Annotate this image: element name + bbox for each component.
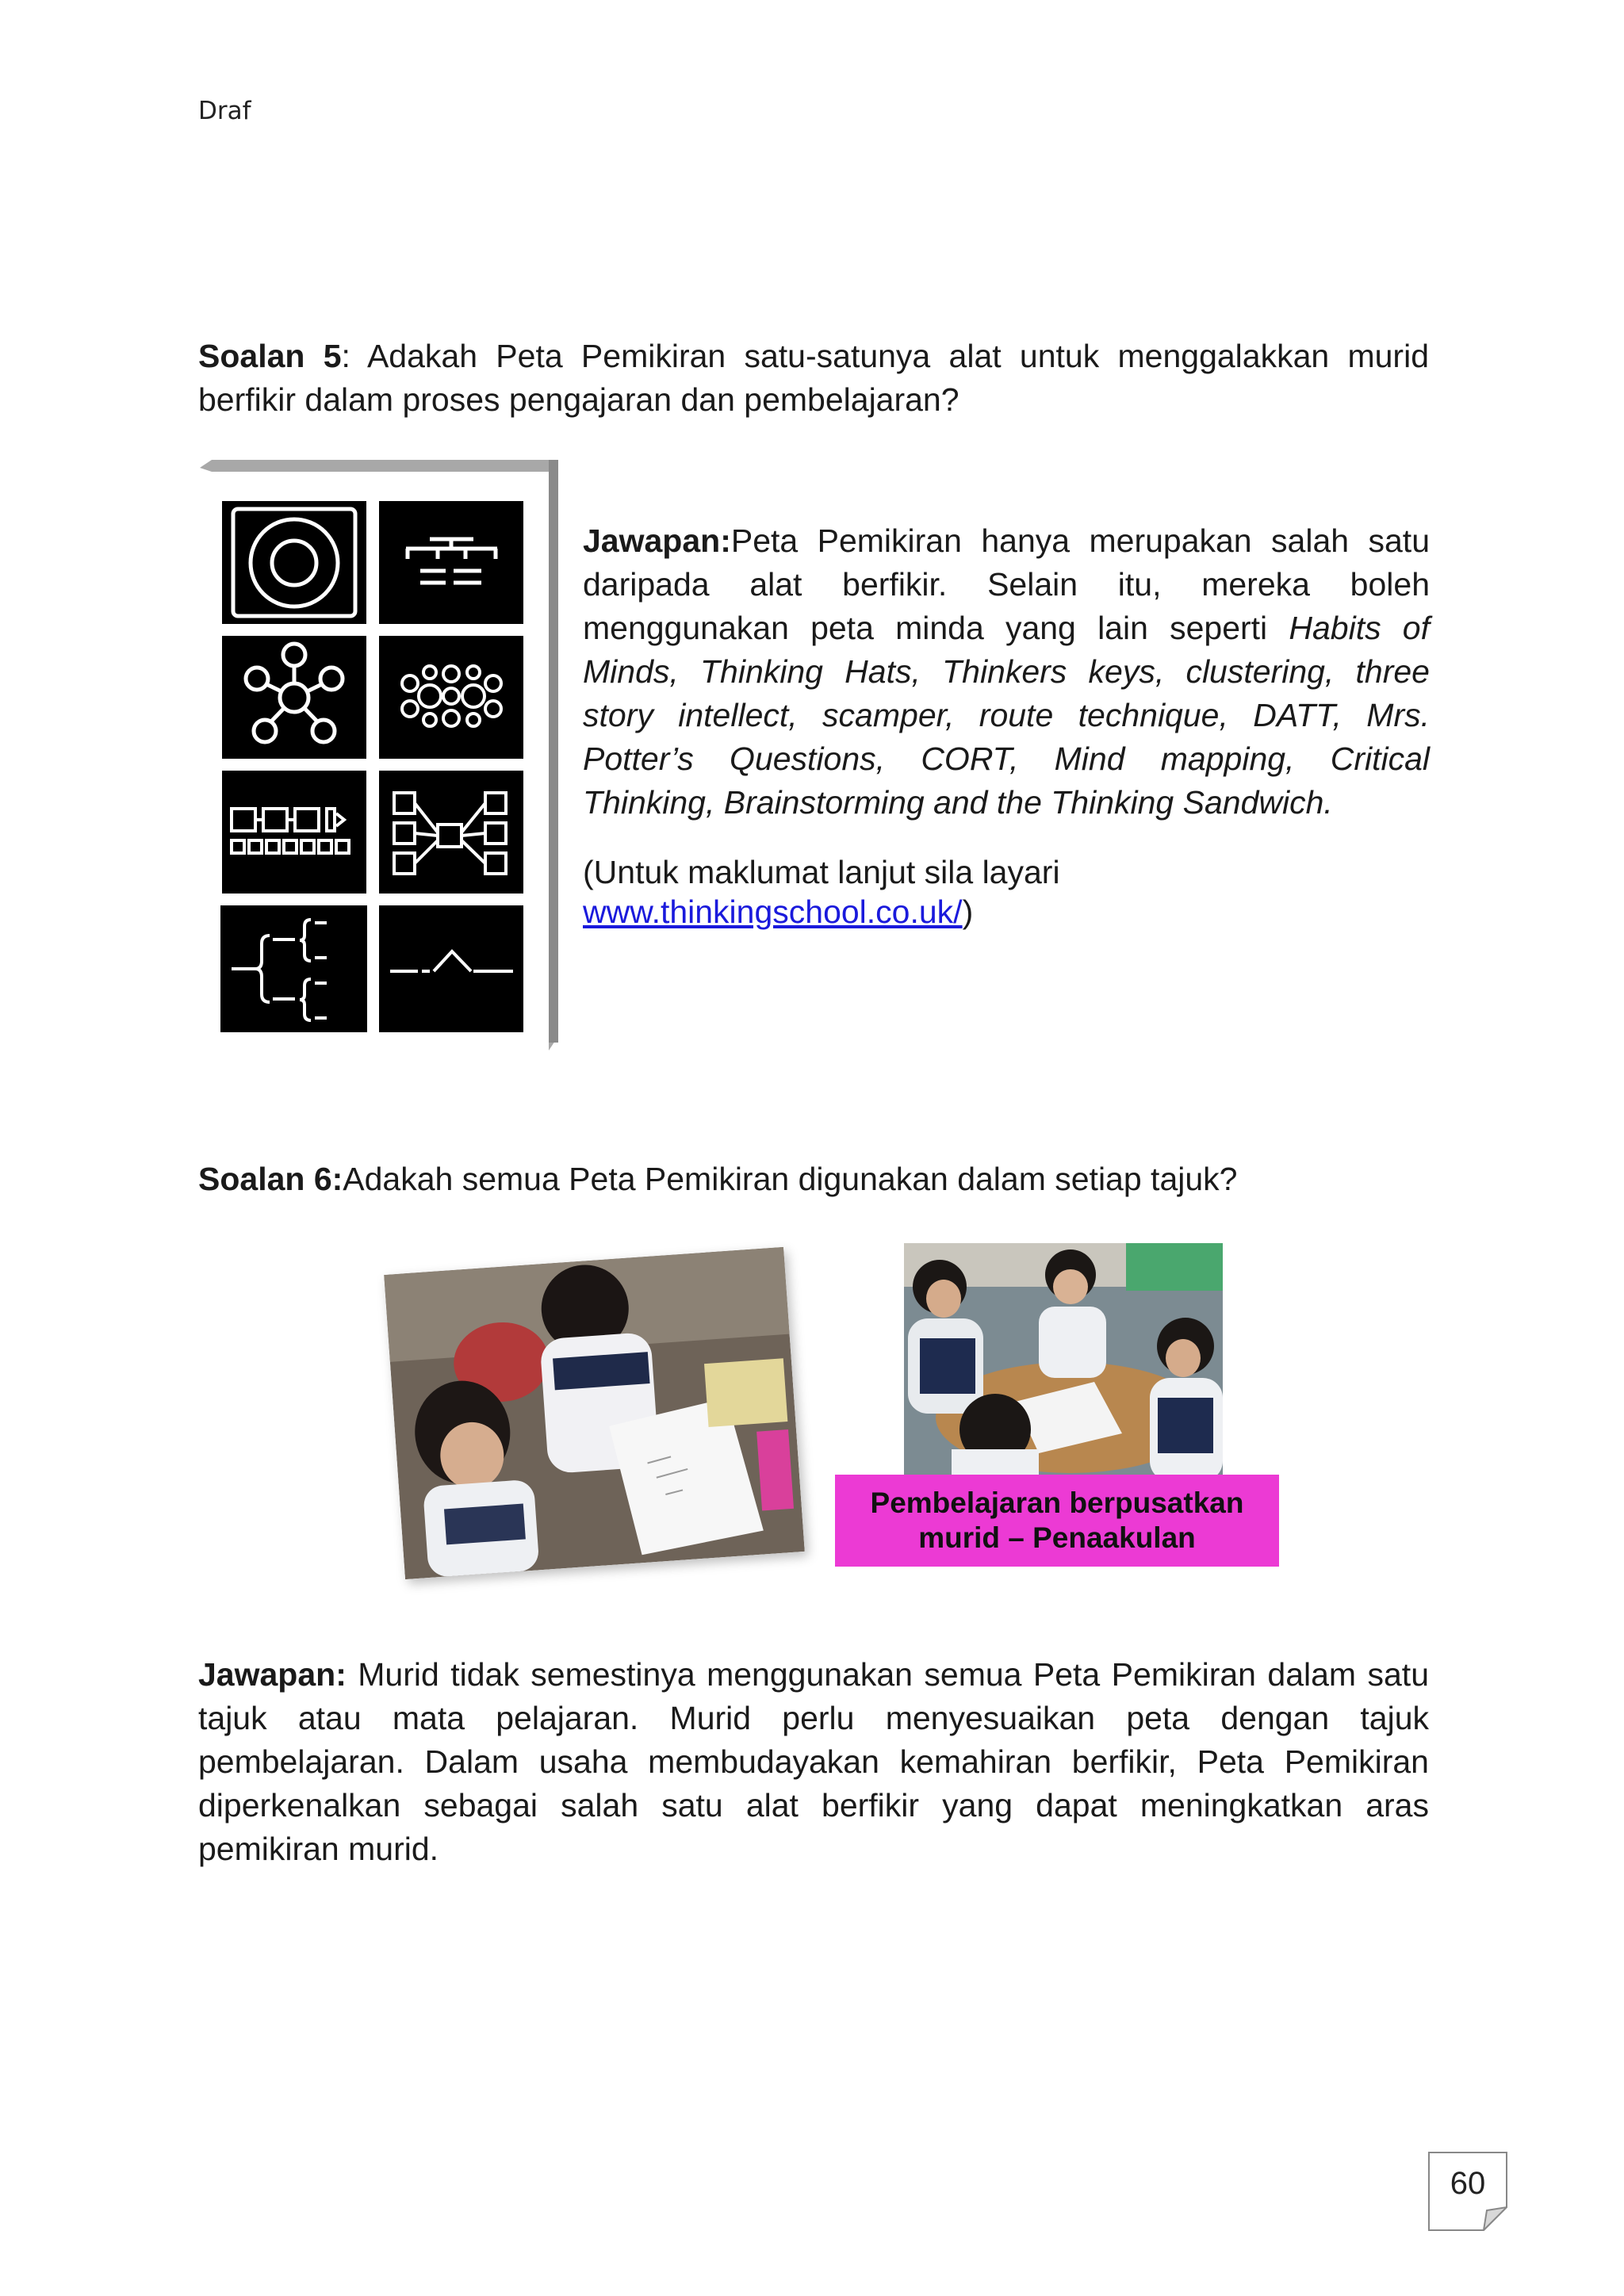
answer-5-text: Peta Pemikiran hanya merupakan salah satu daripada alat berfikir. Selain itu, mereka boleh menggunakan peta minda yang lain seperti bbox=[583, 522, 1430, 646]
brace-map-icon bbox=[220, 905, 367, 1032]
question-6-label: Soalan 6: bbox=[198, 1161, 343, 1197]
draft-label: Draf bbox=[198, 97, 251, 125]
answer-6 bbox=[198, 1653, 1429, 1871]
answer-6-text: Murid tidak semestinya menggunakan semua Peta Pemikiran dalam satu tajuk atau mata pelajaran. Murid perlu menyesuaikan peta dengan tajuk pembelajaran. Dalam usaha membudayakan kemahiran berfikir, Peta Pemikiran diperkenalkan sebagai salah satu alat berfikir yang dapat meningkatkan aras pemikiran murid. bbox=[198, 1656, 1429, 1867]
students-group-image bbox=[904, 1243, 1223, 1481]
bridge-map-icon bbox=[379, 905, 523, 1032]
classroom-photo-right bbox=[904, 1243, 1223, 1481]
reference-close: ) bbox=[962, 894, 974, 930]
question-6 bbox=[198, 1158, 1429, 1201]
page-number: 60 bbox=[1450, 2166, 1486, 2201]
circle-map-icon bbox=[222, 501, 366, 624]
photo-caption bbox=[835, 1475, 1279, 1567]
bubble-map-icon bbox=[222, 636, 366, 759]
caption-line-2: murid – Penaakulan bbox=[918, 1521, 1196, 1554]
question-5 bbox=[198, 335, 1429, 422]
caption-line-1: Pembelajaran berpusatkan bbox=[870, 1487, 1244, 1519]
thinkingschool-link[interactable]: www.thinkingschool.co.uk/ bbox=[583, 894, 963, 930]
tree-map-icon bbox=[379, 501, 523, 624]
answer-6-label: Jawapan: bbox=[198, 1656, 347, 1693]
answer-5-tools: Habits of Minds, Thinking Hats, Thinkers keys, clustering, three story intellect, scamper, route technique, DATT, Mrs. Potter’s Questions, CORT, Mind mapping, Critical Thinking, Brainstorming and the Thinking Sandwich. bbox=[583, 610, 1430, 821]
students-drawing-image bbox=[384, 1247, 805, 1579]
double-bubble-map-icon bbox=[379, 636, 523, 759]
question-5-text: : Adakah Peta Pemikiran satu-satunya alat untuk menggalakkan murid berfikir dalam proses pengajaran dan pembelajaran? bbox=[198, 338, 1429, 418]
frame-side bbox=[549, 460, 558, 1043]
answer-5 bbox=[583, 519, 1430, 825]
question-5-label: Soalan 5 bbox=[198, 338, 342, 374]
question-6-text: Adakah semua Peta Pemikiran digunakan dalam setiap tajuk? bbox=[343, 1161, 1238, 1197]
thinking-maps-graphic bbox=[200, 460, 565, 1050]
thinking-maps-panel bbox=[200, 460, 565, 1050]
flow-map-icon bbox=[222, 771, 366, 894]
reference-text: (Untuk maklumat lanjut sila layari bbox=[583, 854, 1060, 890]
multi-flow-map-icon bbox=[379, 771, 523, 894]
page-number-box bbox=[1428, 2152, 1507, 2231]
reference-note bbox=[583, 852, 1430, 932]
answer-5-label: Jawapan: bbox=[583, 522, 731, 559]
classroom-photo-left bbox=[384, 1247, 805, 1579]
